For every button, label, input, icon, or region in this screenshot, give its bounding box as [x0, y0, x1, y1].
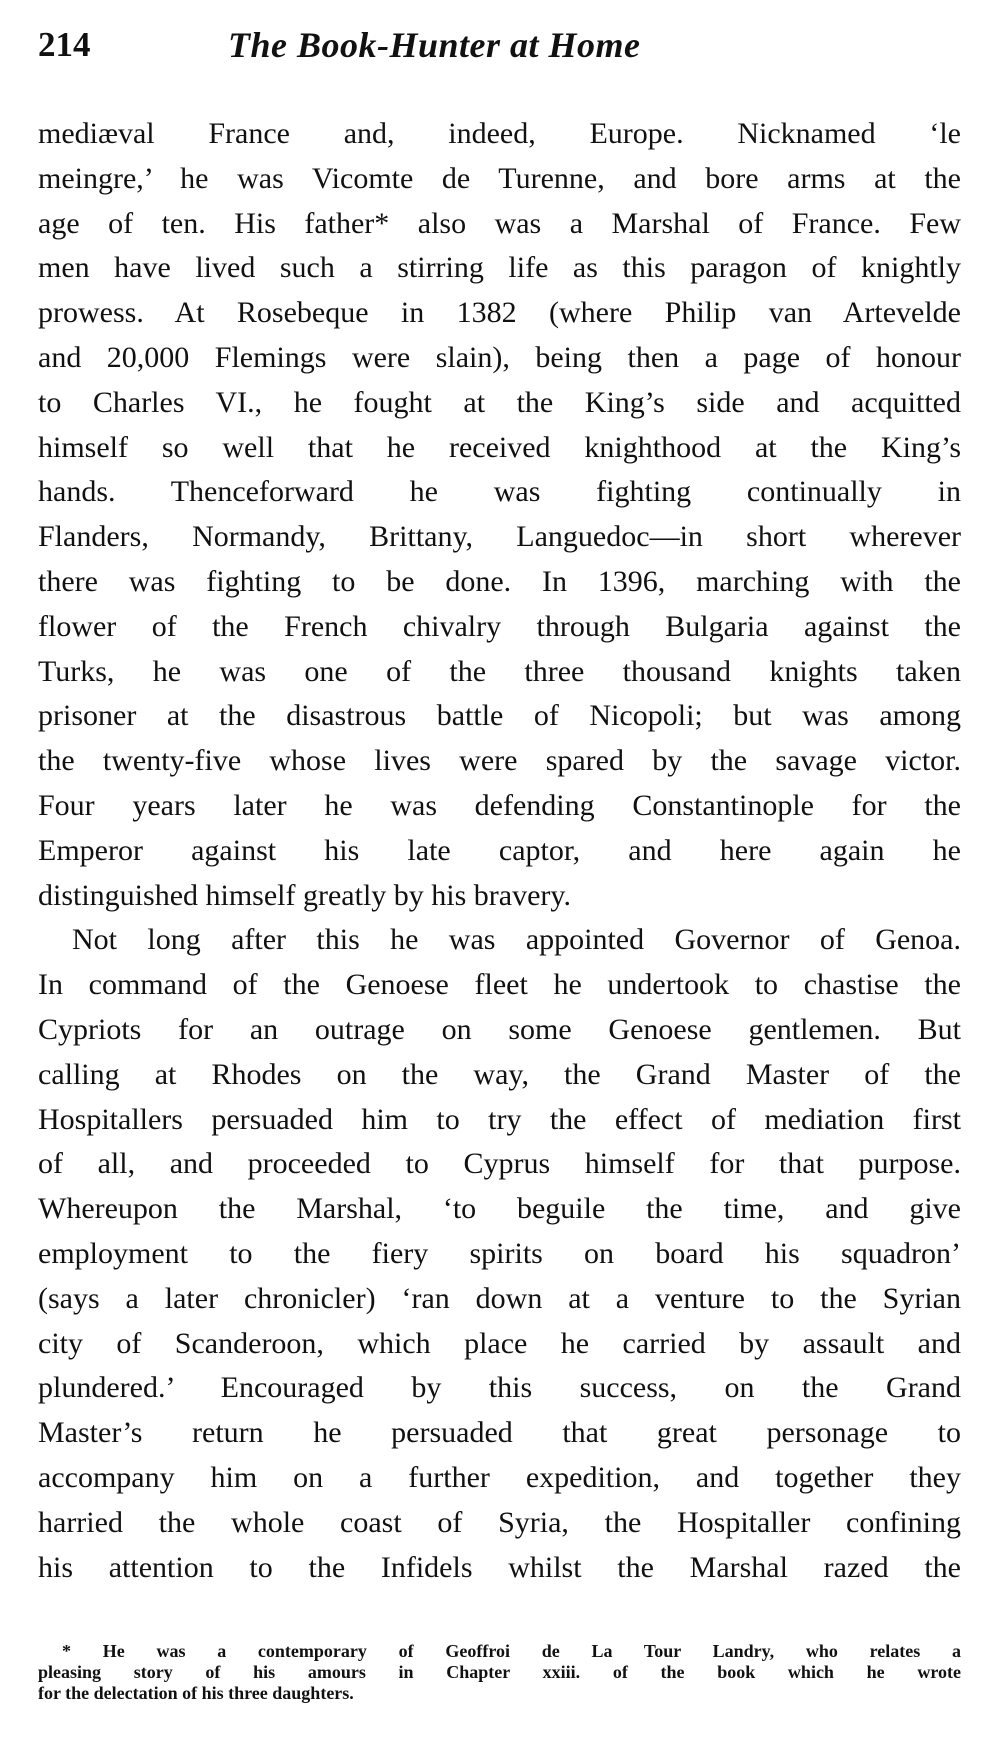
text-line: harried the whole coast of Syria, the Hospitaller confining [38, 1505, 961, 1539]
text-line: distinguished himself greatly by his bravery. [38, 878, 571, 912]
text-line: to Charles VI., he fought at the King’s side and acquitted [38, 385, 961, 419]
text-line: himself so well that he received knighthood at the King’s [38, 430, 961, 464]
text-line: of all, and proceeded to Cyprus himself for that purpose. [38, 1147, 961, 1181]
text-line: calling at Rhodes on the way, the Grand Master of the [38, 1057, 961, 1091]
text-line: Master’s return he persuaded that great personage to [38, 1416, 961, 1450]
text-line: hands. Thenceforward he was fighting continually in [38, 475, 961, 509]
footnote-line: pleasing story of his amours in Chapter xxiii. of the book which he wrote [38, 1662, 961, 1682]
text-line: accompany him on a further expedition, and together they [38, 1460, 961, 1494]
running-title: The Book-Hunter at Home [228, 25, 641, 65]
text-line: the twenty-five whose lives were spared by the savage victor. [38, 744, 961, 778]
text-line: In command of the Genoese fleet he undertook to chastise the [38, 968, 961, 1002]
text-line: Flanders, Normandy, Brittany, Languedoc—in short wherever [38, 520, 961, 554]
paragraph-2 [38, 918, 961, 1590]
text-line: Turks, he was one of the three thousand knights taken [38, 654, 961, 688]
page-header [38, 20, 961, 70]
text-line: Four years later he was defending Constantinople for the [38, 788, 961, 822]
text-line: Hospitallers persuaded him to try the effect of mediation first [38, 1102, 961, 1136]
text-line: mediæval France and, indeed, Europe. Nicknamed ‘le [38, 117, 961, 150]
text-line: Not long after this he was appointed Governor of Genoa. [72, 923, 961, 957]
text-line: prisoner at the disastrous battle of Nicopoli; but was among [38, 699, 961, 733]
text-line: flower of the French chivalry through Bulgaria against the [38, 609, 961, 643]
footnote-line: * He was a contemporary of Geoffroi de La Tour Landry, who relates a [62, 1641, 961, 1661]
text-line: city of Scanderoon, which place he carried by assault and [38, 1326, 961, 1360]
text-line: prowess. At Rosebeque in 1382 (where Philip van Artevelde [38, 296, 961, 330]
text-line: men have lived such a stirring life as this paragon of knightly [38, 251, 961, 285]
text-line: plundered.’ Encouraged by this success, on the Grand [38, 1371, 961, 1405]
text-line: age of ten. His father* also was a Marshal of France. Few [38, 206, 961, 240]
page-number: 214 [38, 25, 91, 64]
text-line: there was fighting to be done. In 1396, marching with the [38, 564, 961, 598]
footnote [38, 1641, 961, 1704]
footnote-line: for the delectation of his three daughters. [38, 1683, 354, 1703]
paragraph-1 [38, 112, 961, 918]
text-line: his attention to the Infidels whilst the Marshal razed the [38, 1550, 961, 1584]
text-line: meingre,’ he was Vicomte de Turenne, and bore arms at the [38, 161, 961, 195]
text-line: and 20,000 Flemings were slain), being then a page of honour [38, 340, 961, 374]
text-line: Whereupon the Marshal, ‘to beguile the time, and give [38, 1192, 961, 1226]
book-page [38, 0, 961, 1755]
body-text [38, 112, 961, 1590]
text-line: employment to the fiery spirits on board his squadron’ [38, 1236, 961, 1270]
text-line: Emperor against his late captor, and here again he [38, 833, 961, 867]
text-line: Cypriots for an outrage on some Genoese gentlemen. But [38, 1012, 961, 1046]
text-line: (says a later chronicler) ‘ran down at a venture to the Syrian [38, 1281, 961, 1315]
